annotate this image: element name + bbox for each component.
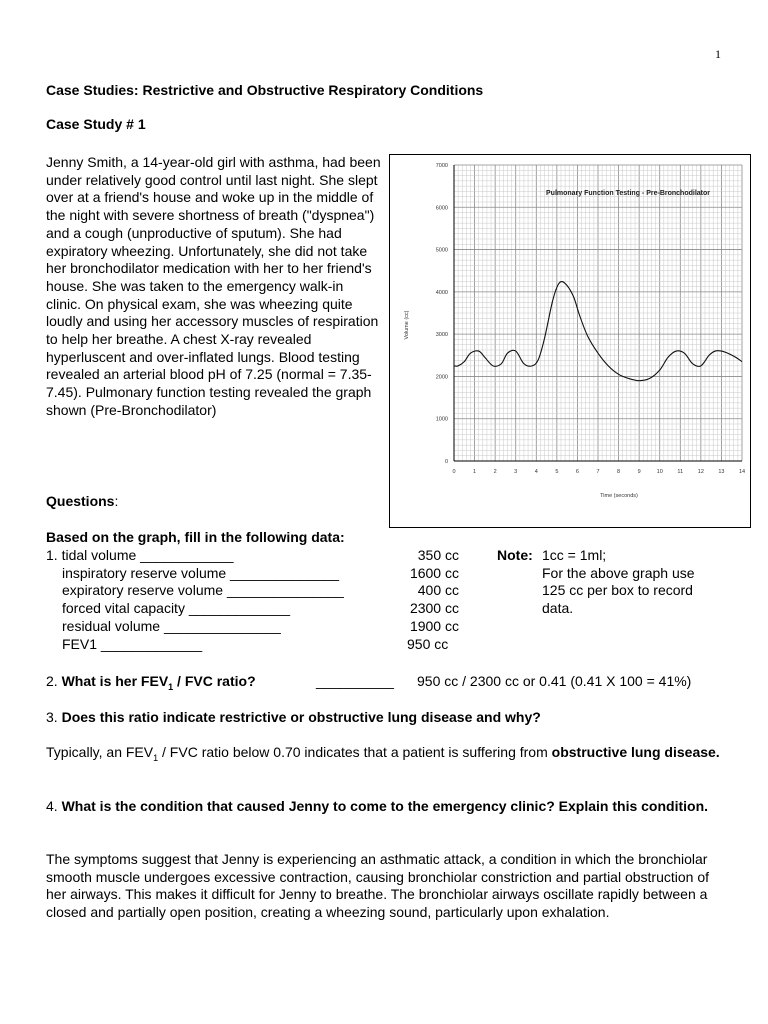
data-row-label: expiratory reserve volume _______________ (62, 582, 344, 598)
q2-answer: 950 cc / 2300 cc or 0.41 (0.41 X 100 = 41%) (417, 673, 692, 689)
y-tick-label: 3000 (435, 332, 448, 339)
y-tick-label: 7000 (435, 163, 448, 169)
q2-number: 2. (46, 673, 58, 689)
x-tick-label: 12 (697, 469, 704, 475)
y-tick-label: 4000 (435, 289, 448, 296)
note-line: 125 cc per box to record (542, 582, 693, 598)
y-tick-label: 1000 (435, 416, 448, 423)
questions-label: Questions (46, 493, 115, 509)
a3-middle: / FVC ratio below 0.70 indicates that a patient is suffering from (158, 744, 552, 760)
data-row-label: forced vital capacity _____________ (62, 600, 291, 616)
data-row-value: 1900 cc (409, 618, 459, 634)
page-number: 1 (715, 47, 721, 61)
note-line: data. (542, 600, 574, 616)
q4-text: What is the condition that caused Jenny to come to the emergency clinic? Explain this condition. (61, 798, 709, 814)
q3-text: Does this ratio indicate restrictive or obstructive lung disease and why? (61, 709, 541, 725)
x-tick-label: 5 (555, 469, 559, 475)
question-3 (46, 709, 541, 727)
data-row-label: 1. tidal volume ____________ (46, 547, 234, 563)
x-tick-label: 9 (637, 469, 641, 475)
x-tick-label: 11 (677, 469, 684, 475)
x-tick-label: 3 (514, 469, 518, 475)
a3-bold: obstructive lung disease. (551, 744, 720, 760)
data-row-label: inspiratory reserve volume ______________ (62, 565, 340, 581)
x-tick-label: 7 (596, 469, 600, 475)
data-row-label: residual volume _______________ (62, 618, 281, 634)
y-tick-label: 0 (444, 459, 448, 465)
q2-subscript: 1 (168, 681, 174, 692)
question-4 (46, 798, 726, 816)
question-2 (46, 673, 256, 691)
y-tick-label: 6000 (435, 205, 448, 212)
x-tick-label: 2 (493, 469, 497, 475)
fill-in-heading: Based on the graph, fill in the following data: (46, 529, 345, 545)
case-heading: Case Study # 1 (46, 116, 146, 132)
x-tick-label: 13 (718, 469, 725, 475)
pulmonary-graph-frame (389, 154, 751, 528)
note-line: 1cc = 1ml; (542, 547, 607, 563)
q2-text-end: / FVC ratio? (173, 673, 256, 689)
data-row-value: 950 cc (407, 636, 449, 652)
q3-number: 3. (46, 709, 58, 725)
x-tick-label: 6 (575, 469, 579, 475)
y-tick-label: 5000 (435, 247, 448, 254)
x-tick-label: 10 (656, 469, 663, 475)
questions-heading (46, 493, 118, 511)
case-description: Jenny Smith, a 14-year-old girl with asthma, had been under relatively good control until last night. She slept over at a friend's house and woke up in the middle of the night with severe shortness of breath ("dyspnea") and a cough (unproductive of sputum). She had expiratory wheezing. Unfortunately, she did not take her bronchodilator medication with her to her friend's house. She was taken to the emergency walk-in clinic. On physical exam, she was wheezing quite loudly and using her accessory muscles of respiration to help her breathe. A chest X-ray revealed hyperluscent and over-inflated lungs. Blood testing revealed an arterial blood pH of 7.25 (normal = 7.35-7.45). Pulmonary function testing revealed the graph shown (Pre-Bronchodilator) (46, 154, 381, 418)
note-label: Note: (497, 547, 533, 563)
data-row-value: 2300 cc (409, 600, 459, 616)
pulmonary-function-chart (390, 155, 750, 527)
a3-subscript: 1 (153, 752, 159, 763)
data-row-label: FEV1 _____________ (62, 636, 203, 652)
answer-3 (46, 744, 726, 762)
q2-blank: __________ (316, 673, 394, 689)
document-title: Case Studies: Restrictive and Obstructive Respiratory Conditions (46, 82, 484, 98)
questions-colon: : (114, 493, 119, 509)
data-row-value: 1600 cc (409, 565, 459, 581)
x-tick-label: 0 (452, 469, 456, 475)
q2-text: What is her FEV (61, 673, 169, 689)
x-axis-label: Time (seconds) (600, 493, 638, 499)
note-line: For the above graph use (542, 565, 695, 581)
a3-start: Typically, an FEV (46, 744, 154, 760)
data-row-value: 400 cc (417, 582, 459, 598)
y-tick-label: 2000 (435, 374, 448, 381)
chart-title: Pulmonary Function Testing - Pre-Bronchodilator (546, 190, 710, 197)
y-axis-label: Volume (cc) (404, 310, 410, 340)
x-tick-label: 14 (738, 469, 746, 475)
x-tick-label: 8 (617, 469, 621, 475)
q4-number: 4. (46, 798, 58, 814)
x-tick-label: 4 (534, 469, 538, 475)
x-tick-label: 1 (473, 469, 477, 475)
data-row-value: 350 cc (417, 547, 459, 563)
answer-4: The symptoms suggest that Jenny is experiencing an asthmatic attack, a condition in which the bronchiolar smooth muscle undergoes excessive contraction, causing bronchiolar constriction and partial obstruction of her airways. This makes it difficult for Jenny to breathe. The bronchiolar airways oscillate rapidly between a closed and partially open position, creating a wheezing sound, particularly upon exhalation. (46, 851, 710, 920)
